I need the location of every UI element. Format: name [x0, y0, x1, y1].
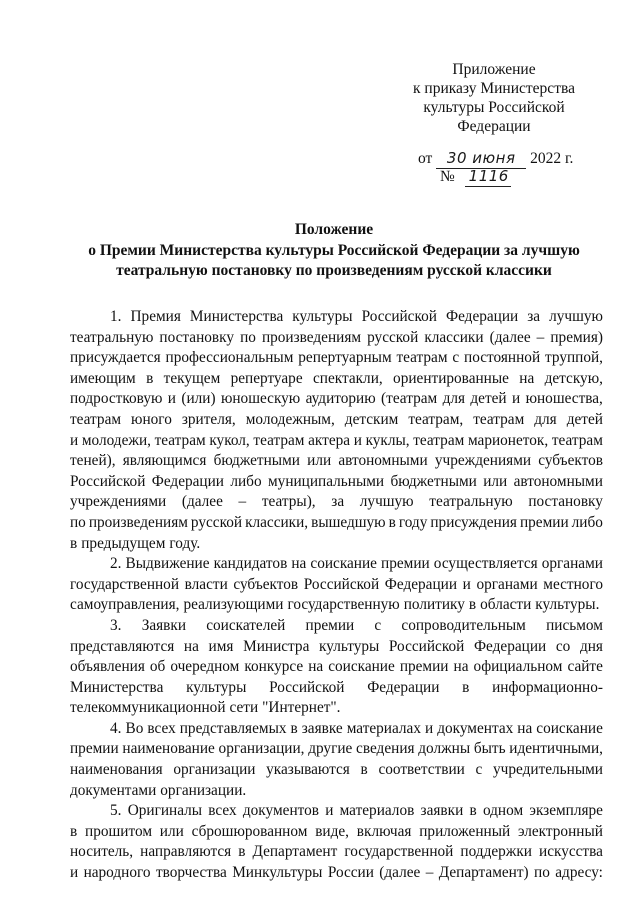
body-text-line: 4. Во всех представляемых в заявке материалах и документах на соискание: [110, 719, 603, 737]
body-text-line: и народного творчества Минкультуры России (далее – Департамент) по адресу:: [70, 864, 603, 882]
body-text-line: государственной власти субъектов Российской Федерации и органами местного: [70, 575, 603, 593]
body-text-line: 3. Заявки соискателей премии с сопроводительным письмом: [110, 616, 603, 634]
body-text-line: документами организации.: [70, 781, 247, 799]
body-text-line: подростковую и (или) юношескую аудиторию (театрам для детей и юношества,: [70, 390, 603, 408]
order-year: 2022 г.: [530, 150, 574, 167]
body-text-line: учреждениями (далее – театры), за лучшую театральную постановку: [70, 493, 603, 511]
body-text-line: 1. Премия Министерства культуры Российской Федерации за лучшую: [110, 308, 603, 325]
appendix-line: Федерации: [457, 118, 531, 135]
appendix-header: [380, 60, 608, 136]
body-text-line: в прошитом или сброшюрованном виде, включая приложенный электронный: [70, 822, 603, 840]
body-text-line: теней), являющимся бюджетными или автономными учреждениями субъектов: [70, 452, 603, 470]
body-text-line: присуждается профессиональным репертуарным театрам с постоянной труппой,: [70, 349, 603, 367]
appendix-line: Приложение: [452, 61, 536, 78]
body-text-line: 5. Оригиналы всех документов и материалов заявки в одном экземпляре: [110, 802, 603, 820]
number-prefix: №: [440, 168, 455, 185]
body-text-line: и молодежи, театрам кукол, театрам актера и куклы, театрам марионеток, театрам: [70, 431, 603, 449]
body-text-line: объявления об очередном конкурсе на соискание премии на официальном сайте: [70, 658, 603, 676]
appendix-line: культуры Российской: [423, 99, 565, 116]
document-body: [70, 307, 603, 884]
title-line: театральную постановку по произведениям русской классики: [116, 262, 552, 279]
body-text-line: Министерства культуры Российской Федерации в информационно-: [70, 678, 603, 696]
appendix-line: к приказу Министерства: [413, 80, 575, 97]
body-text-line: театрам юного зрителя, молодежным, детским театрам, театрам для детей: [70, 410, 603, 428]
body-text-line: самоуправления, реализующими государственную политику в области культуры.: [70, 596, 600, 614]
date-prefix: от: [418, 150, 433, 167]
title-line: о Премии Министерства культуры Российской Федерации за лучшую: [88, 241, 580, 259]
body-text-line: имеющим в текущем репертуаре спектакли, ориентированные на детскую,: [70, 369, 603, 387]
body-text-line: 2. Выдвижение кандидатов на соискание премии осуществляется органами: [110, 555, 603, 573]
body-text-line: Российской Федерации либо муниципальными бюджетными или автономными: [70, 472, 603, 490]
order-number-line: [440, 166, 511, 187]
document-title: [60, 220, 608, 282]
body-text-line: по произведениям русской классики, вышедшую в году присуждения премии либо: [70, 513, 603, 531]
body-text-line: представляются на имя Министра культуры Российской Федерации со дня: [70, 637, 603, 655]
body-text-line: наименования организации указываются в соответствии с учредительными: [70, 761, 603, 779]
handwritten-date: 30 июня: [436, 148, 526, 169]
body-text-line: носитель, направляются в Департамент государственной поддержки искусства: [70, 843, 603, 861]
handwritten-order-number: 1116: [465, 166, 511, 187]
body-text-line: телекоммуникационной сети "Интернет".: [70, 699, 341, 717]
body-text-line: театральную постановку по произведениям русской классики (далее – премия): [70, 328, 603, 346]
body-text-line: в предыдущем году.: [70, 534, 201, 552]
title-line: Положение: [294, 221, 374, 238]
body-text-line: премии наименование организации, другие сведения должны быть идентичными,: [70, 740, 603, 758]
